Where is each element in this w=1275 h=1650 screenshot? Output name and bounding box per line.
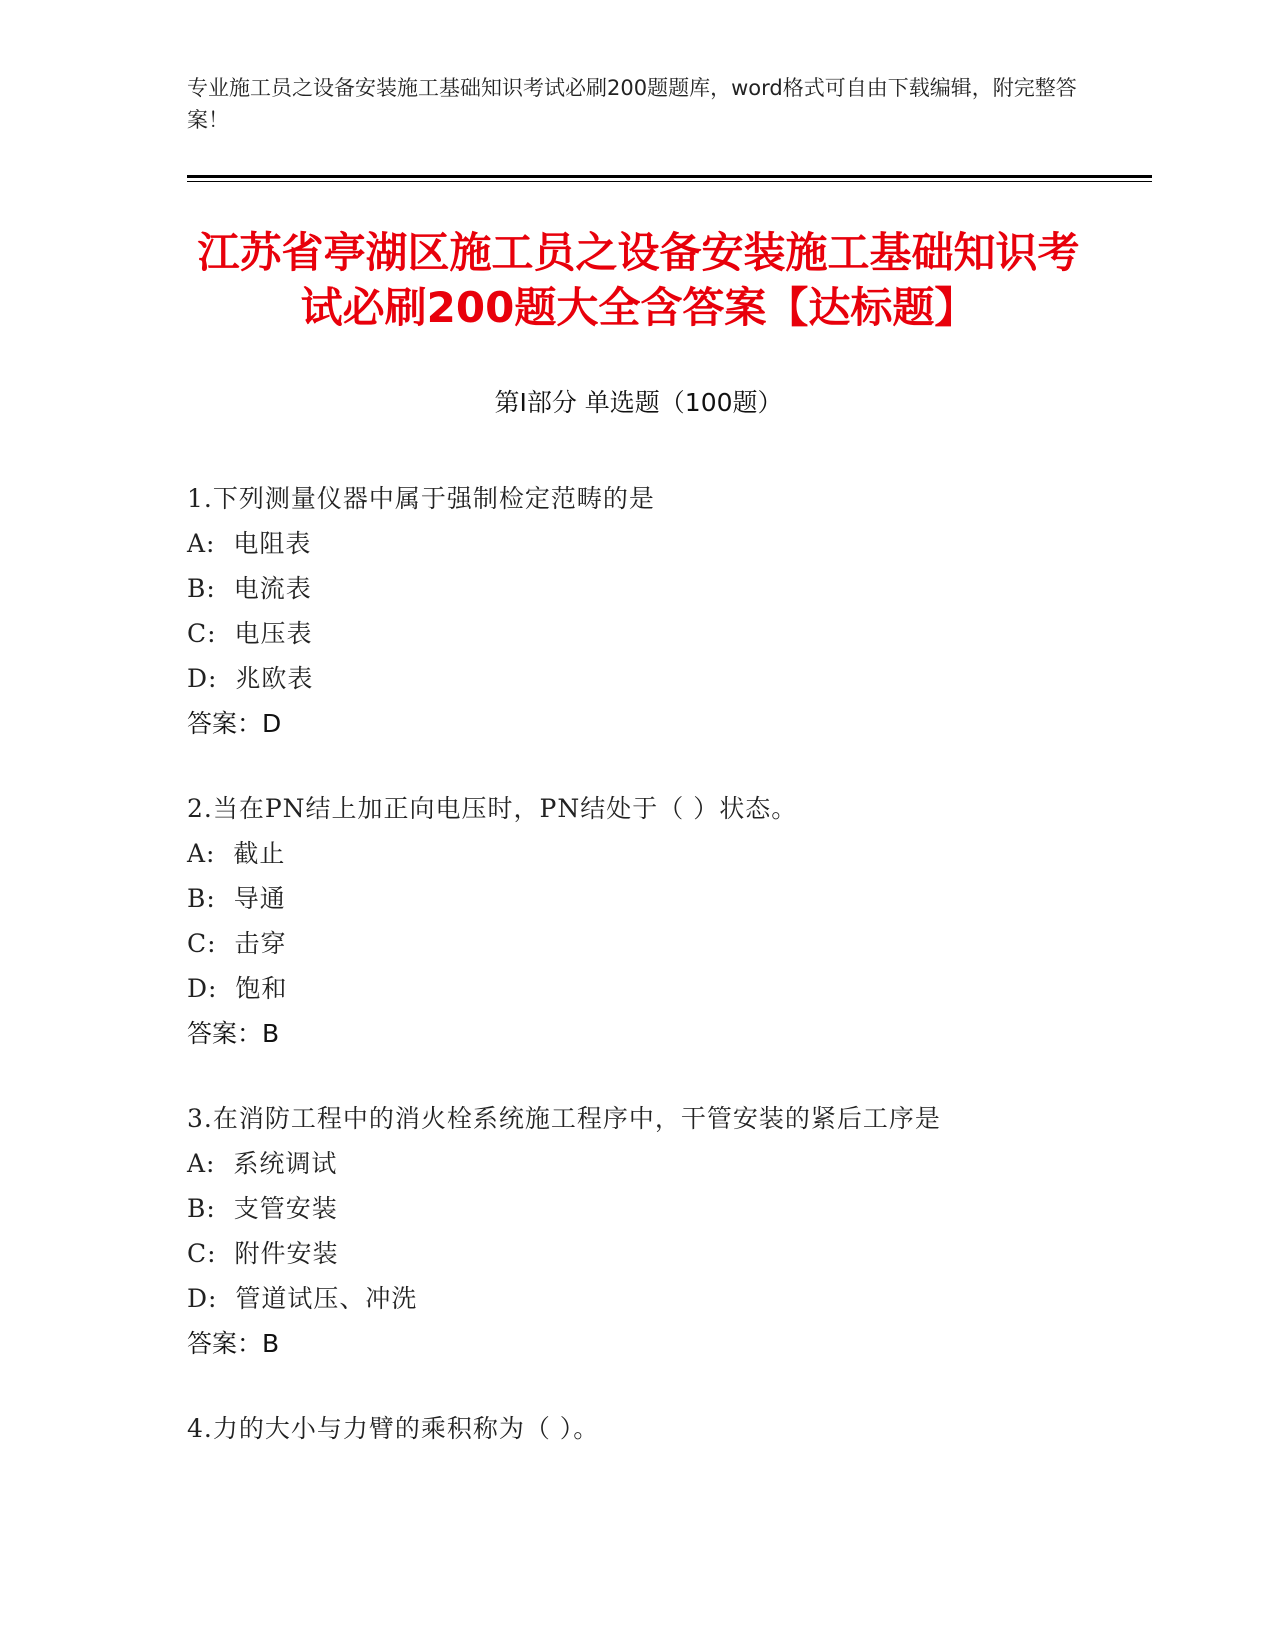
question-3 xyxy=(187,1096,1147,1366)
option-a: A: 系统调试 xyxy=(187,1149,338,1178)
document-title: 江苏省亭湖区施工员之设备安装施工基础知识考试必刷200题大全含答案【达标题】 xyxy=(197,228,1080,332)
header-divider-thin xyxy=(187,181,1152,182)
option-a: A: 电阻表 xyxy=(187,529,312,558)
option-b: B: 导通 xyxy=(187,884,286,913)
question-stem: 3.在消防工程中的消火栓系统施工程序中，干管安装的紧后工序是 xyxy=(187,1104,941,1133)
option-c: C: 附件安装 xyxy=(187,1239,339,1268)
question-list xyxy=(187,476,1147,1491)
option-b: B: 支管安装 xyxy=(187,1194,338,1223)
option-d: D: 兆欧表 xyxy=(187,664,314,693)
question-stem: 2.当在PN结上加正向电压时，PN结处于（ ）状态。 xyxy=(187,794,798,823)
option-c: C: 击穿 xyxy=(187,929,287,958)
question-4 xyxy=(187,1406,1147,1451)
question-1 xyxy=(187,476,1147,746)
answer-line: 答案：B xyxy=(187,1329,280,1358)
option-b: B: 电流表 xyxy=(187,574,312,603)
question-2 xyxy=(187,786,1147,1056)
option-c: C: 电压表 xyxy=(187,619,313,648)
section-heading: 第Ⅰ部分 单选题（100题） xyxy=(494,388,783,417)
option-d: D: 管道试压、冲洗 xyxy=(187,1284,418,1313)
question-stem: 1.下列测量仪器中属于强制检定范畴的是 xyxy=(187,484,655,513)
answer-line: 答案：B xyxy=(187,1019,280,1048)
option-a: A: 截止 xyxy=(187,839,286,868)
question-stem: 4.力的大小与力臂的乘积称为（ ）。 xyxy=(187,1414,600,1443)
answer-line: 答案：D xyxy=(187,709,282,738)
header-note: 专业施工员之设备安装施工基础知识考试必刷200题题库，word格式可自由下载编辑，附完整答案！ xyxy=(187,76,1077,132)
header-divider-thick xyxy=(187,175,1152,178)
option-d: D: 饱和 xyxy=(187,974,288,1003)
